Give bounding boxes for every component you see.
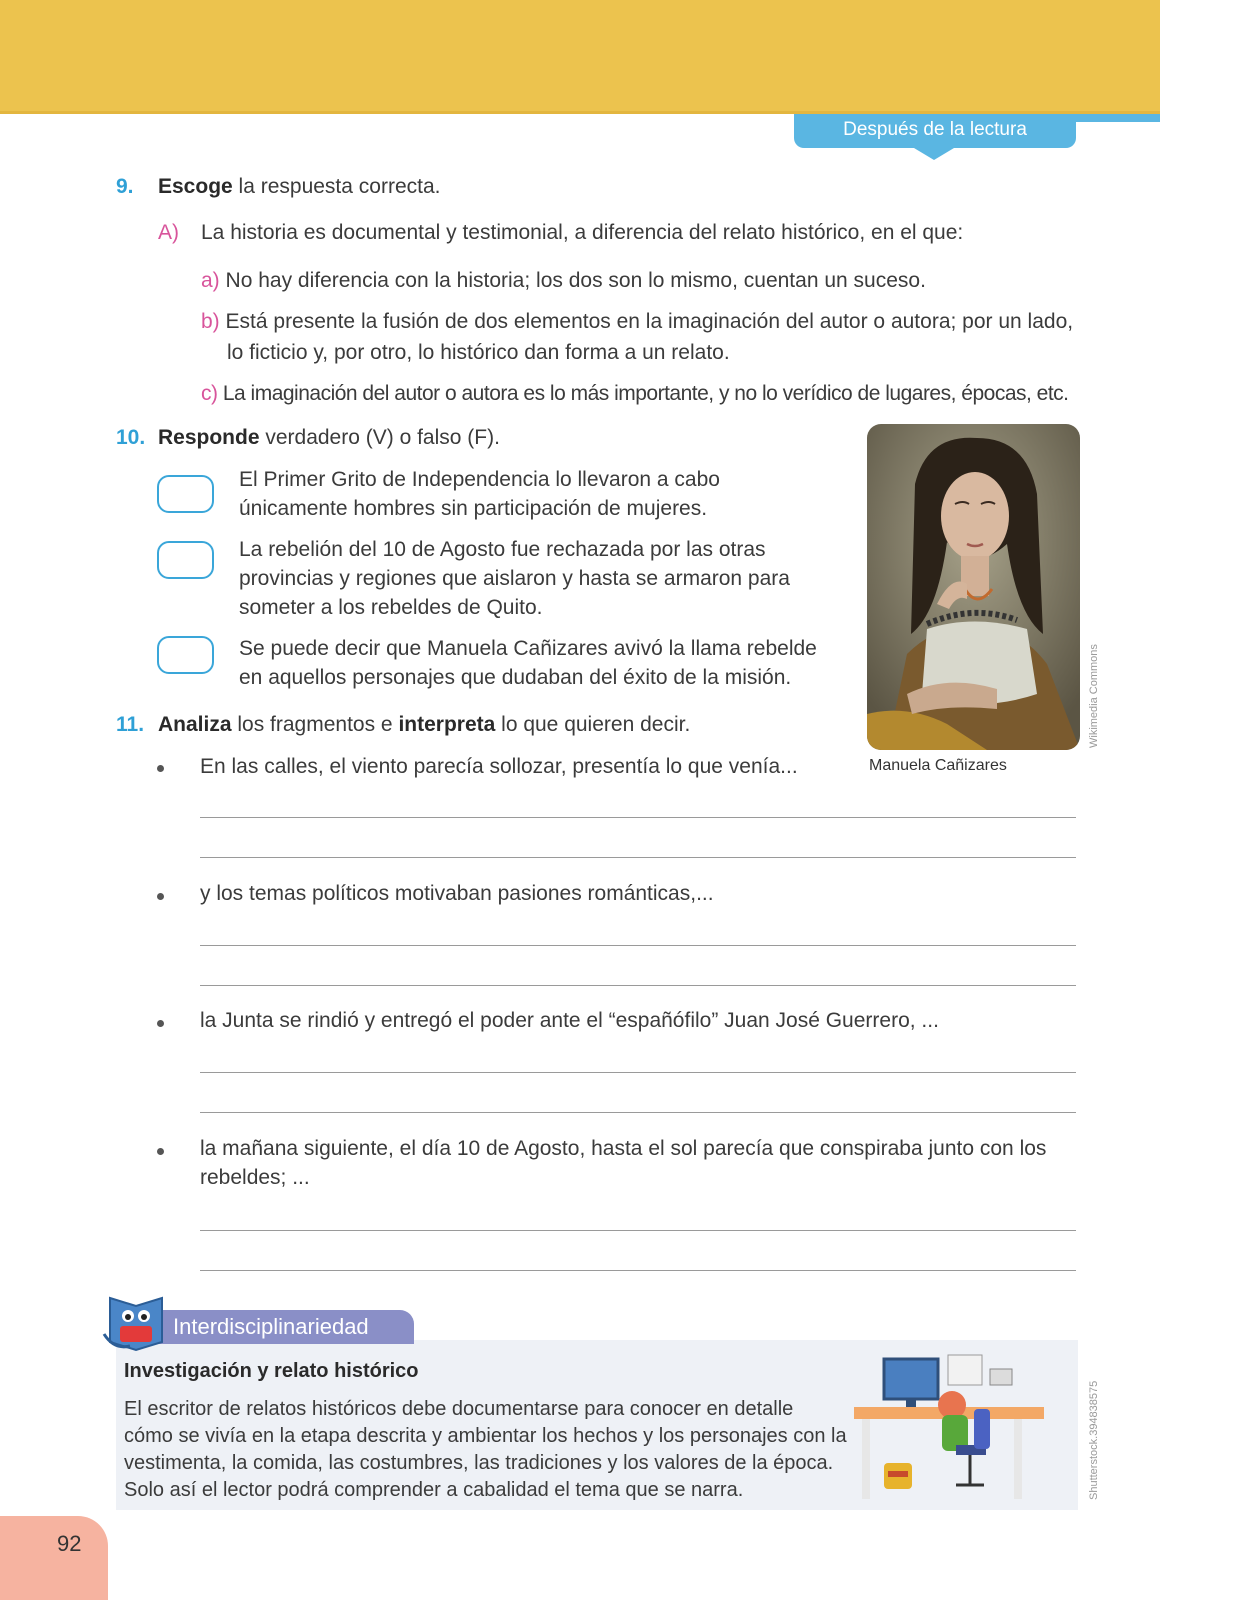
answer-line-3b[interactable] — [200, 1112, 1076, 1113]
body-line: cómo se vivía en la etapa descrita y ambientar los hechos y los personajes con la — [124, 1425, 847, 1447]
q11-verb-2: interpreta — [398, 713, 496, 736]
q9-option-b — [201, 307, 1073, 336]
vf-statement-2-line-2: provincias y regiones que aislaron y hasta se armaron para — [239, 567, 790, 590]
vf-statement-2-line-1: La rebelión del 10 de Agosto fue rechazada por las otras — [239, 538, 766, 561]
q9-a-text: La historia es documental y testimonial, a diferencia del relato histórico, en el que: — [201, 221, 964, 244]
q9-option-b-cont: lo ficticio y, por otro, lo histórico dan forma a un relato. — [227, 341, 730, 364]
fragment-3: la Junta se rindió y entregó el poder ante el “españófilo” Juan José Guerrero, ... — [200, 1009, 939, 1032]
header-band — [0, 0, 1160, 111]
option-text: Está presente la fusión de dos elementos en la imaginación del autor o autora; por un lado, — [225, 310, 1074, 333]
bullet-1 — [157, 765, 164, 772]
manuela-canizares-portrait — [867, 424, 1080, 750]
vf-statement-2-line-3: someter a los rebeldes de Quito. — [239, 596, 543, 619]
interdisciplinary-body — [124, 1396, 847, 1504]
answer-line-3a[interactable] — [200, 1072, 1076, 1073]
option-letter: a) — [201, 269, 220, 292]
interdisciplinary-title: Investigación y relato histórico — [124, 1360, 419, 1382]
q11-prompt — [158, 713, 690, 737]
body-line: El escritor de relatos históricos debe documentarse para conocer en detalle — [124, 1398, 794, 1420]
fragment-1: En las calles, el viento parecía sollozar, presentía lo que venía... — [200, 755, 798, 778]
portrait-credit: Wikimedia Commons — [1088, 644, 1100, 748]
portrait-illustration — [867, 424, 1080, 750]
page-number-tab — [0, 1516, 108, 1600]
option-letter: c) — [201, 382, 218, 405]
q9-verb: Escoge — [158, 175, 233, 198]
q11-verb-1: Analiza — [158, 713, 232, 736]
q9-number: 9. — [116, 175, 134, 198]
bullet-2 — [157, 893, 164, 900]
q11-number: 11. — [116, 713, 145, 736]
vf-statement-3-line-1: Se puede decir que Manuela Cañizares avivó la llama rebelde — [239, 637, 817, 660]
bullet-3 — [157, 1020, 164, 1027]
student-at-desk-illustration — [844, 1345, 1066, 1505]
interdisciplinary-tag-label: Interdisciplinariedad — [173, 1314, 369, 1339]
bullet-4 — [157, 1148, 164, 1155]
vf-statement-1-line-2: únicamente hombres sin participación de mujeres. — [239, 497, 708, 520]
answer-line-2a[interactable] — [200, 945, 1076, 946]
option-text: No hay diferencia con la historia; los dos son lo mismo, cuentan un suceso. — [225, 269, 926, 292]
answer-line-1b[interactable] — [200, 857, 1076, 858]
q9-rest: la respuesta correcta. — [232, 175, 441, 198]
body-line: Solo así el lector podrá comprender a cabalidad el tema que se narra. — [124, 1479, 744, 1501]
answer-line-1a[interactable] — [200, 817, 1076, 818]
answer-line-4b[interactable] — [200, 1270, 1076, 1271]
q10-prompt — [158, 426, 500, 450]
q10-rest: verdadero (V) o falso (F). — [259, 426, 500, 449]
q9-option-a — [201, 266, 926, 295]
vf-answer-box-3[interactable] — [157, 636, 214, 674]
portrait-caption: Manuela Cañizares — [869, 757, 1007, 774]
answer-line-4a[interactable] — [200, 1230, 1076, 1231]
vf-statement-3-line-2: en aquellos personajes que dudaban del éxito de la misión. — [239, 666, 792, 689]
illustration-credit: Shutterstock.394838575 — [1088, 1380, 1100, 1500]
body-line: vestimenta, la comida, las costumbres, las tradiciones y los valores de la época. — [124, 1452, 834, 1474]
page-number: 92 — [57, 1531, 82, 1556]
fragment-4-line-1: la mañana siguiente, el día 10 de Agosto, hasta el sol parecía que conspiraba junto con los — [200, 1137, 1047, 1160]
q9-prompt — [158, 175, 440, 199]
option-text: La imaginación del autor o autora es lo más importante, y no lo verídico de lugares, épocas, etc. — [222, 382, 1069, 405]
fragment-2: y los temas políticos motivaban pasiones románticas,... — [200, 882, 714, 905]
q9-a-letter-text: A) — [158, 221, 179, 244]
q9-option-c — [201, 379, 1069, 408]
book-mascot-icon — [100, 1290, 172, 1354]
fragment-4-line-2: rebeldes; ... — [200, 1166, 310, 1189]
vf-answer-box-1[interactable] — [157, 475, 214, 513]
section-tab-label: Después de la lectura — [843, 119, 1027, 140]
q11-rest: lo que quieren decir. — [495, 713, 691, 736]
interdisciplinary-tag — [158, 1310, 414, 1344]
q10-verb: Responde — [158, 426, 260, 449]
q9-a-letter — [158, 221, 179, 245]
vf-statement-1-line-1: El Primer Grito de Independencia lo llevaron a cabo — [239, 468, 720, 491]
answer-line-2b[interactable] — [200, 985, 1076, 986]
q10-number: 10. — [116, 426, 146, 449]
q11-mid: los fragmentos e — [231, 713, 399, 736]
section-tab — [794, 114, 1076, 148]
vf-answer-box-2[interactable] — [157, 541, 214, 579]
option-letter: b) — [201, 310, 220, 333]
